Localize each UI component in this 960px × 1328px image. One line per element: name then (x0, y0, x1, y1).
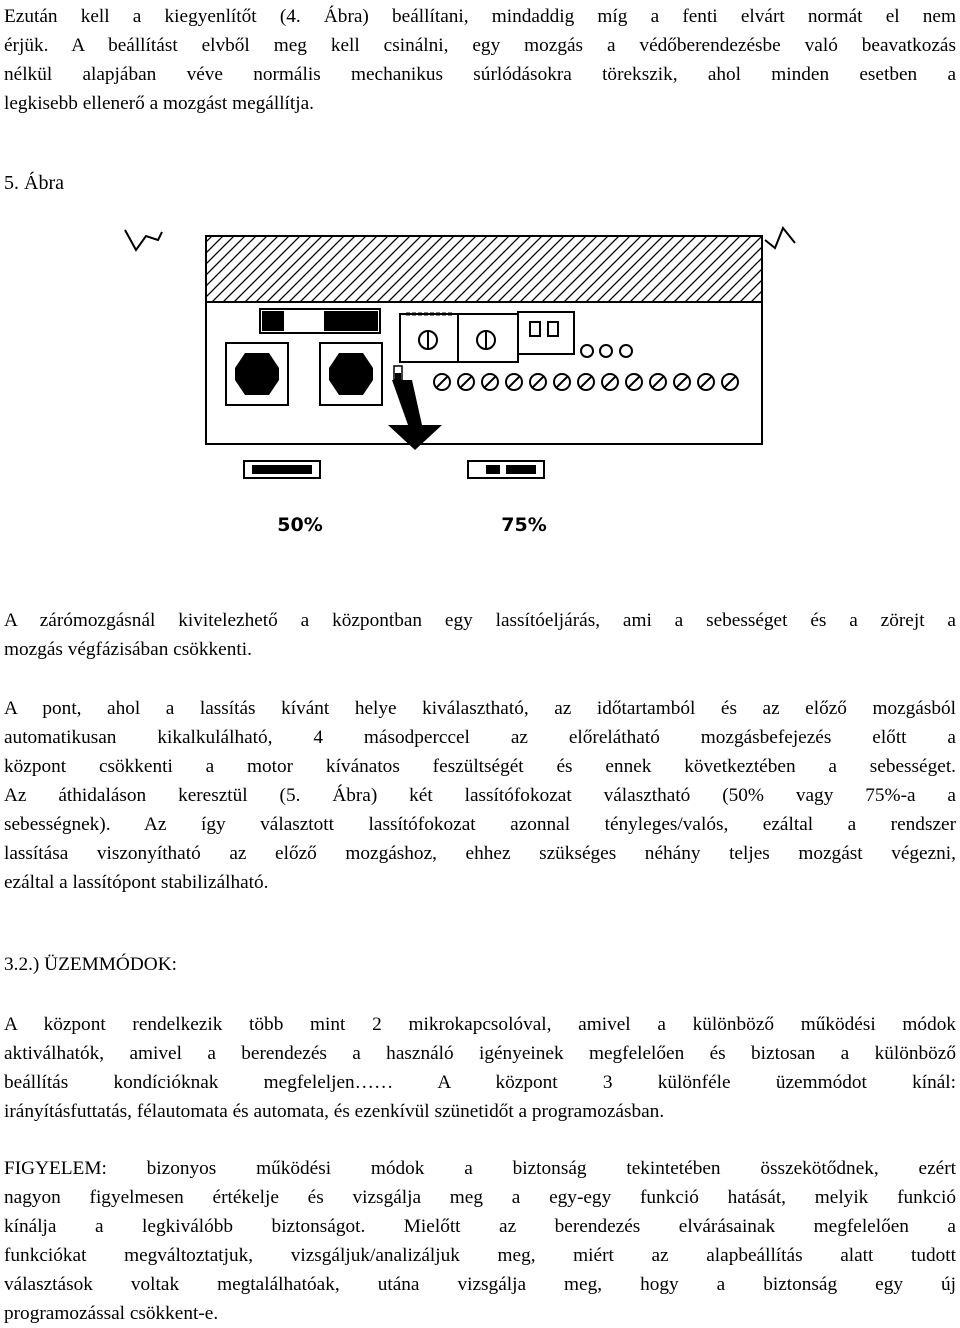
intro-paragraph (4, 2, 956, 118)
text-line: sebességnek). Az így választott lassítófokozat azonnal tényleges/valós, ezáltal a rendszer (4, 814, 956, 835)
text-line: központ csökkenti a motor kívánatos feszültségét és ennek következtében a sebességet. (4, 756, 956, 777)
terminal-block (434, 374, 738, 390)
text-line: mozgás végfázisában csökkenti. (4, 639, 252, 660)
text-line: kínálja a legkiválóbb biztonságot. Mielőtt az berendezés elvárásainak megfelelően a (4, 1216, 956, 1237)
text-line: ezáltal a lassítópont stabilizálható. (4, 872, 269, 893)
dip-switch-block (518, 312, 574, 354)
text-line: A központ rendelkezik több mint 2 mikrokapcsolóval, amivel a különböző működési módok (4, 1014, 956, 1035)
warning-paragraph (4, 1154, 956, 1328)
text-line: Ezután kell a kiegyenlítőt (4. Ábra) beállítani, mindaddig míg a fenti elvárt normát el nem (4, 6, 956, 27)
text-line: A pont, ahol a lassítás kívánt helye kiválasztható, az időtartamból és az előző mozgásból (4, 698, 956, 719)
modes-paragraph (4, 1010, 956, 1126)
jumper-75-percent (468, 461, 544, 478)
text-line: FIGYELEM: bizonyos működési módok a biztonság tekintetében összekötődnek, ezért (4, 1158, 956, 1179)
jumper-label-50: 50% (277, 514, 323, 536)
connector-black-right (324, 311, 378, 331)
control-board-diagram (120, 218, 800, 548)
text-line: A zárómozgásnál kivitelezhető a központban egy lassítóeljárás, ami a sebességet és a zörejt a (4, 610, 956, 631)
slowdown-point-paragraph (4, 694, 956, 897)
button-left (226, 343, 288, 405)
text-line: érjük. A beállítást elvből meg kell csinálni, egy mozgás a védőberendezésbe való beavatkozás (4, 35, 956, 56)
text-line: nagyon figyelmesen értékelje és vizsgálja meg a egy-egy funkció hatását, melyik funkció (4, 1187, 956, 1208)
cover-break-line-left (125, 230, 162, 250)
text-line: beállítás kondícióknak megfeleljen…… A központ 3 különféle üzemmódot kínál: (4, 1072, 956, 1093)
button-right (320, 343, 382, 405)
figure-caption: 5. Ábra (4, 172, 64, 194)
indicator-leds (581, 345, 632, 357)
section-heading: 3.2.) ÜZEMMÓDOK: (4, 954, 177, 975)
hatched-cover (206, 236, 762, 302)
text-line: aktiválhatók, amivel a berendezés a használó igényeinek megfelelően és biztosan a különböző (4, 1043, 956, 1064)
text-line: irányításfuttatás, félautomata és automata, és ezenkívül szünetidőt a programozásban. (4, 1101, 665, 1122)
jumper-50-percent (244, 461, 320, 478)
jumper-label-75: 75% (501, 514, 547, 536)
text-line: lassítása viszonyítható az előző mozgáshoz, ehhez szükséges néhány teljes mozgást végezni, (4, 843, 956, 864)
text-line: legkisebb ellenerő a mozgást megállítja. (4, 93, 314, 114)
text-line: programozással csökkent-e. (4, 1303, 219, 1324)
text-line: nélkül alapjában véve normális mechanikus súrlódásokra törekszik, ahol minden esetben a (4, 64, 956, 85)
text-line: választások voltak megtalálhatóak, utána vizsgálja meg, hogy a biztonság egy új (4, 1274, 956, 1295)
slowdown-paragraph (4, 606, 956, 664)
jumper-arrow (388, 380, 442, 450)
text-line: funkciókat megváltoztatjuk, vizsgáljuk/analizáljuk meg, miért az alapbeállítás alatt tudott (4, 1245, 956, 1266)
connector-black-left (262, 311, 284, 331)
cover-break-line-right (765, 228, 795, 248)
text-line: automatikusan kikalkulálható, 4 másodperccel az előrelátható mozgásbefejezés előtt a (4, 727, 956, 748)
text-line: Az áthidaláson keresztül (5. Ábra) két lassítófokozat választható (50% vagy 75%-a a (4, 785, 956, 806)
